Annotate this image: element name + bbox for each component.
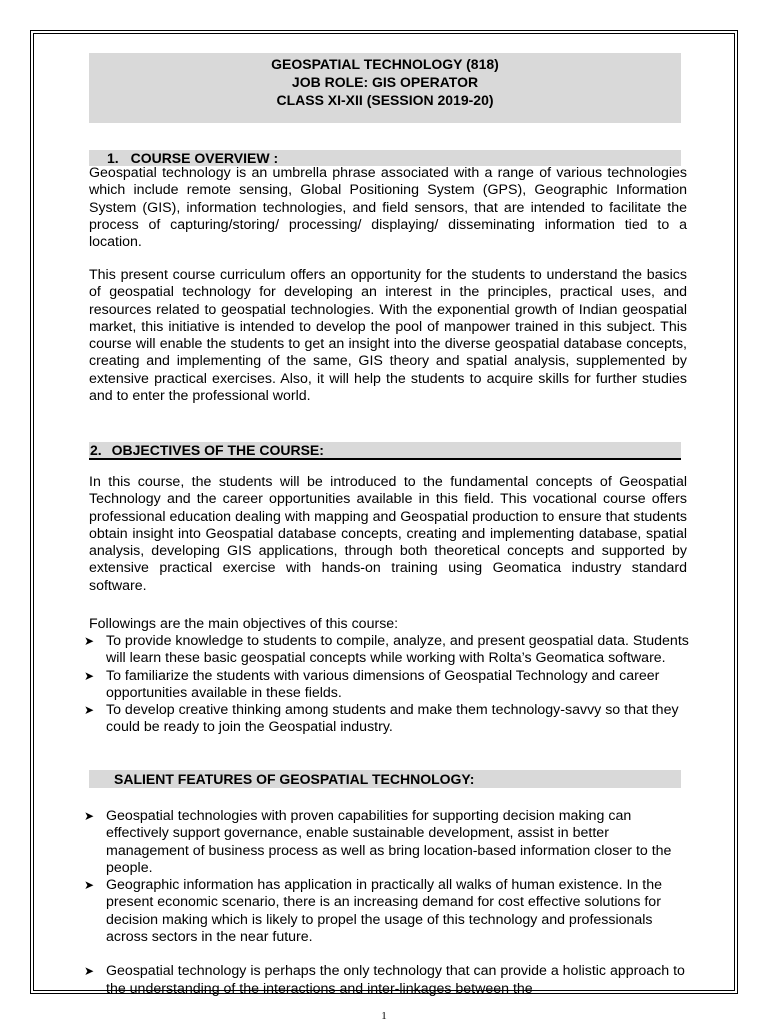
section-title: COURSE OVERVIEW : [130,150,279,166]
section-title: SALIENT FEATURES OF GEOSPATIAL TECHNOLOGY: [114,771,475,787]
title-line-job-role: JOB ROLE: GIS OPERATOR [291,74,479,90]
objectives-intro: Followings are the main objectives of this course: [89,616,399,632]
arrowhead-bullet-icon: ➤ [84,634,95,648]
arrowhead-bullet-icon: ➤ [84,809,95,823]
arrowhead-bullet-icon: ➤ [84,668,95,683]
title-line-class: CLASS XI-XII (SESSION 2019-20) [276,92,494,108]
list-item-text: Geospatial technologies with proven capabilities for supporting decision making can effectively support governance, enable sustainable development, assist in better management of business process as well as bring location-based information closer to the people. [106,808,672,876]
section-number: 1. [107,150,119,166]
section-title: OBJECTIVES OF THE COURSE: [111,442,324,458]
list-item-text: To familiarize the students with various dimensions of Geospatial Technology and career opportunities available in these fields. [106,667,660,701]
list-item-text: Geospatial technology is perhaps the only technology that can provide a holistic approach to the understanding of the interactions and inter-linkages between the [106,963,685,997]
arrowhead-bullet-icon: ➤ [84,878,95,893]
page-number: 1 [381,1010,387,1022]
section-number: 2. [90,442,102,458]
overview-paragraph-1: Geospatial technology is an umbrella phrase associated with a range of various technologies which include remote sensing, Global Positioning System (GPS), Geographic Information System (GIS), information technologies, and field sensors, that are intended to facilitate the process of capturing/storing/ processing/ displaying/ disseminating information tied to a location. [89,165,687,251]
objectives-paragraph: In this course, the students will be introduced to the fundamental concepts of Geospatial Technology and the career opportunities available in this field. This vocational course offers professional education dealing with mapping and Geospatial production to ensure that students obtain insight into Geospatial database concepts, creating and implementing database, spatial analysis, developing GIS applications, through both theoretical concepts and supported by extensive practical exercise with hands-on training using Geomatica industry standard software. [89,474,687,594]
list-item-text: To provide knowledge to students to compile, analyze, and present geospatial data. Students will learn these basic geospatial concepts while working with Rolta’s Geomatica software. [106,633,689,667]
arrowhead-bullet-icon: ➤ [84,964,95,979]
list-item-text: To develop creative thinking among students and make them technology-savvy so that they could be ready to join the Geospatial industry. [106,702,679,736]
list-item-text: Geographic information has application in practically all walks of human existence. In the present economic scenario, there is an increasing demand for cost effective solutions for decision making which is likely to propel the usage of this technology and professionals across sectors in the near future. [106,877,662,946]
arrowhead-bullet-icon: ➤ [84,703,95,718]
title-line-subject: GEOSPATIAL TECHNOLOGY (818) [271,56,499,72]
page-border-inner [33,33,735,991]
overview-paragraph-2: This present course curriculum offers an opportunity for the students to understand the basics of geospatial technology for developing an interest in the principles, practical uses, and resources related to geospatial technologies. With the exponential growth of Indian geospatial market, this initiative is intended to develop the pool of manpower trained in this subject. This course will enable the students to get an insight into the diverse geospatial database concepts, creating and implementing of the same, GIS theory and spatial analysis, supplemented by extensive practical exercises. Also, it will help the students to acquire skills for further studies and to enter the professional world. [89,267,687,405]
